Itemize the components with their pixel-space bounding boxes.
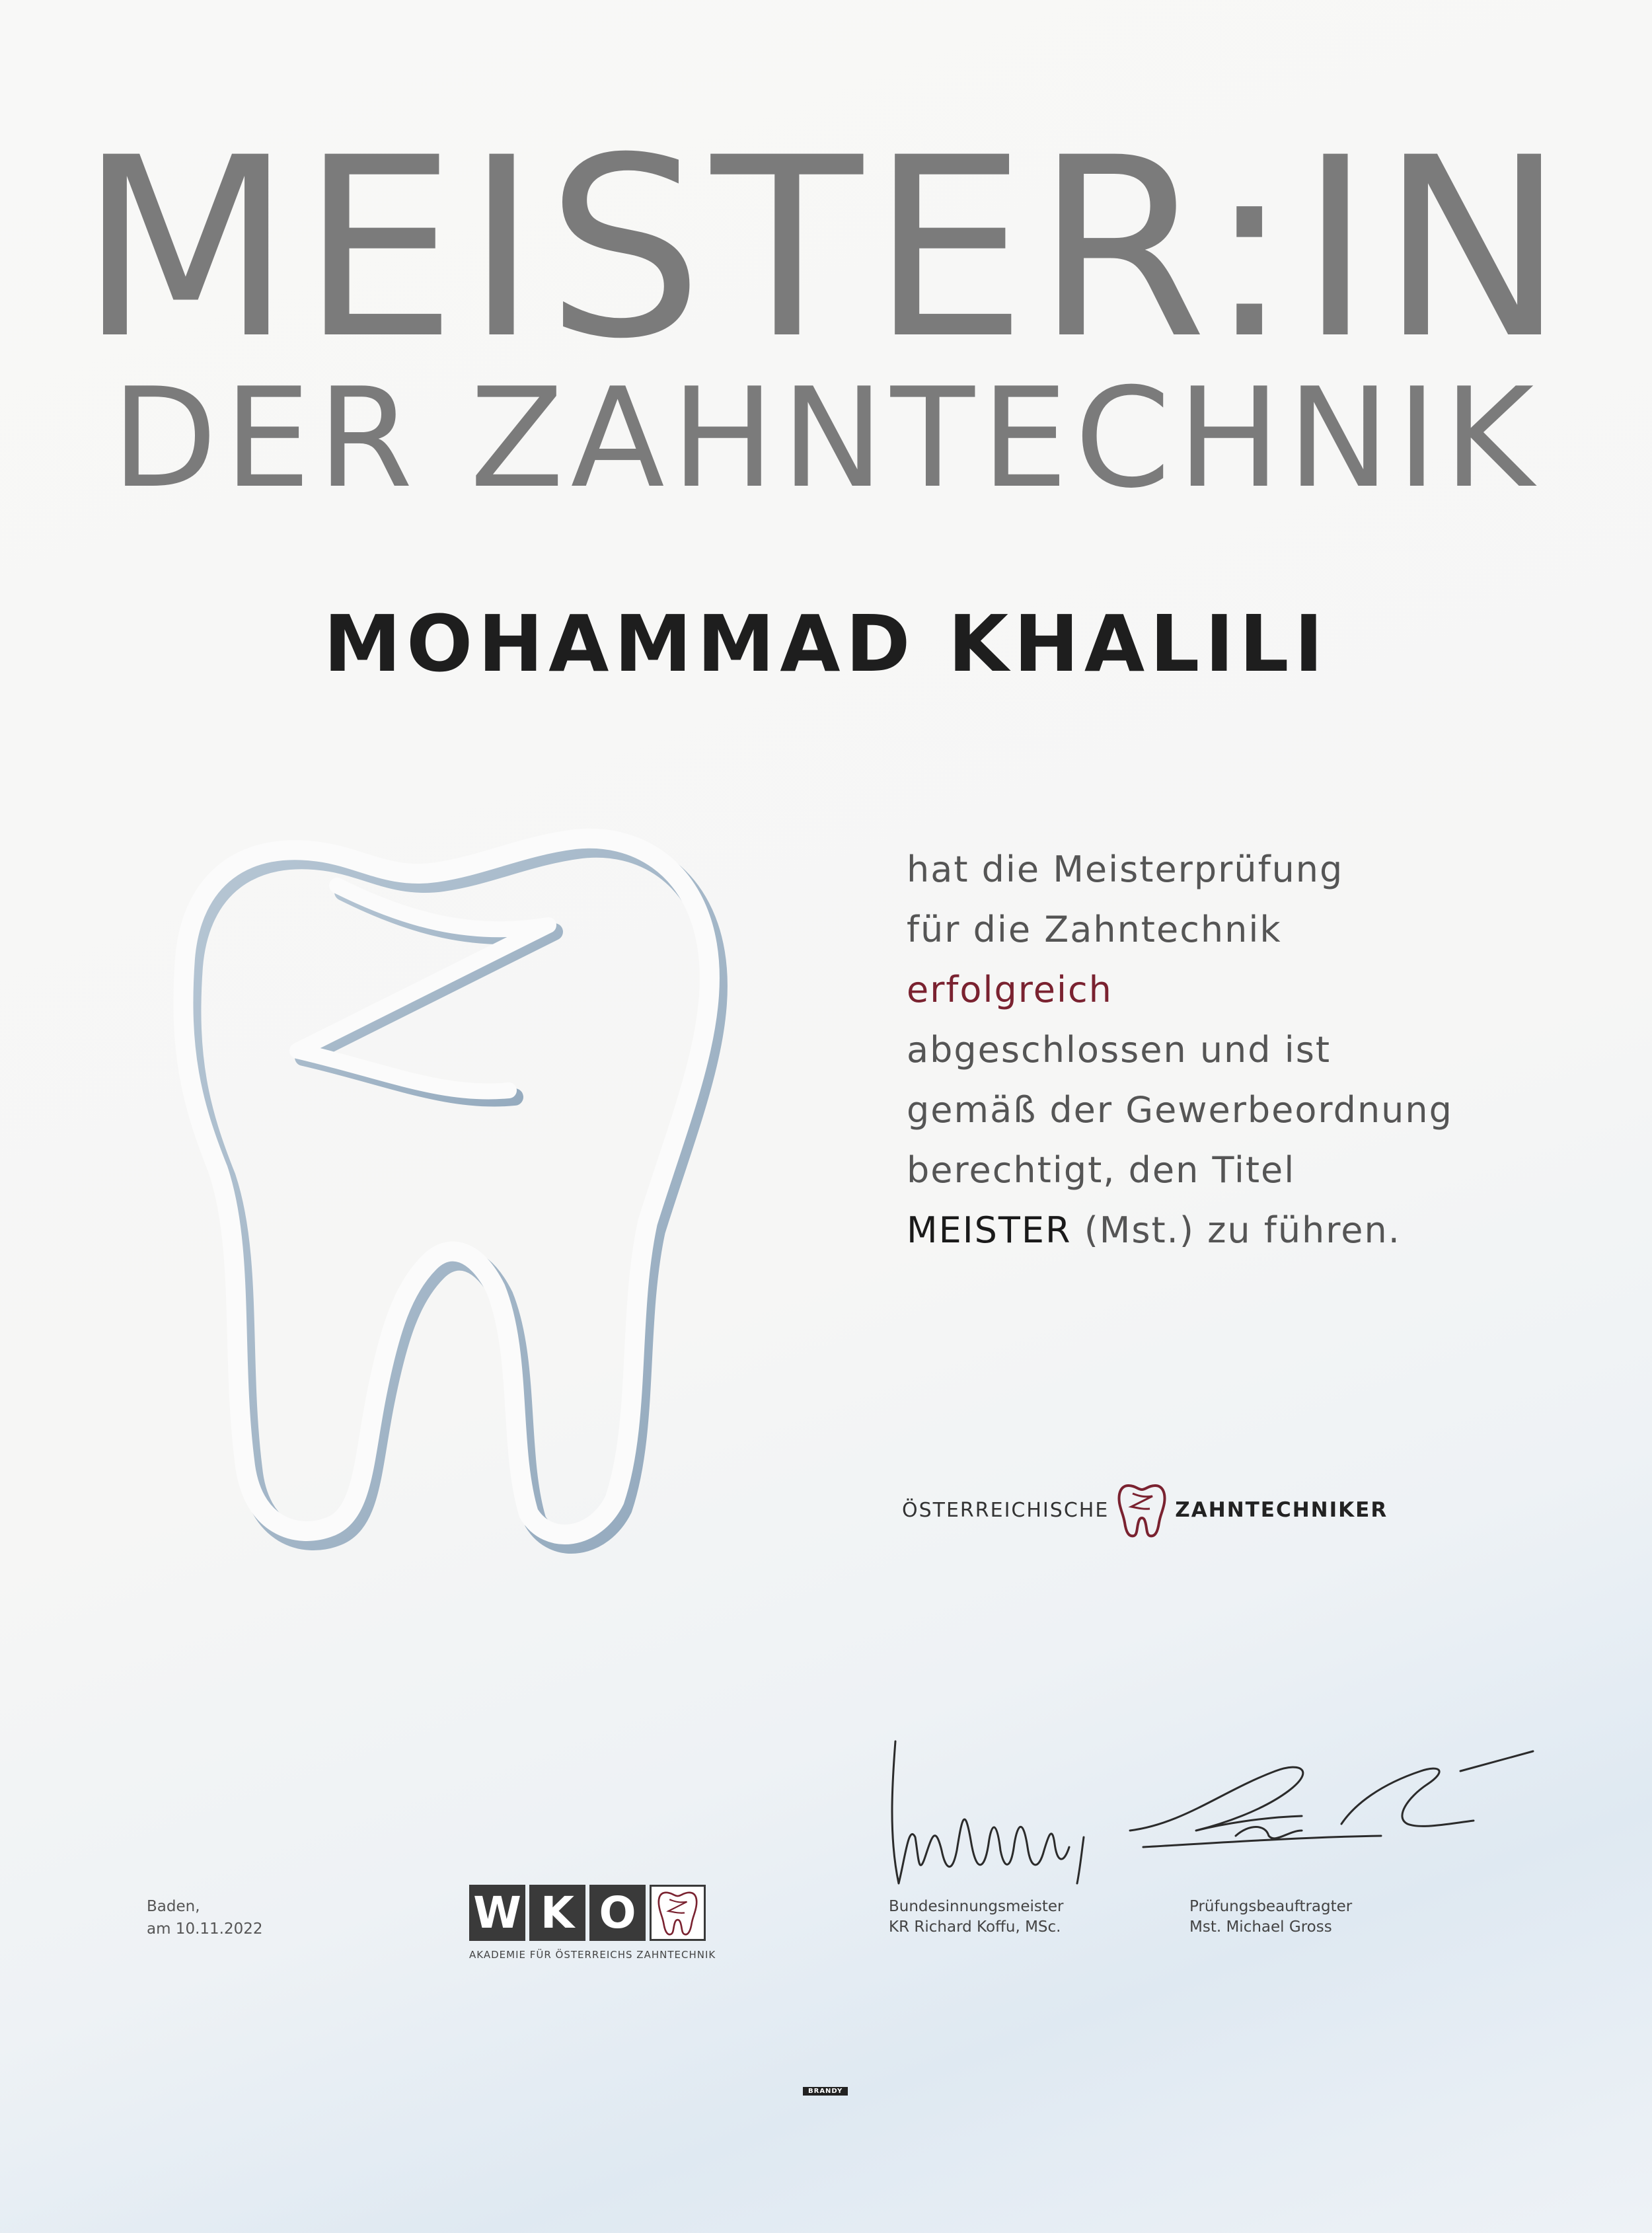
oe-zahntechniker-logo <box>902 1480 1388 1540</box>
meister-title-word: MEISTER <box>907 1209 1072 1251</box>
body-line: hat die Meisterprüfung <box>907 849 1344 890</box>
signatory-1 <box>889 1897 1064 1938</box>
body-line-rest: (Mst.) zu führen. <box>1071 1209 1401 1251</box>
handwritten-signatures <box>879 1725 1573 1897</box>
printer-mark: BRANDY <box>803 2087 848 2096</box>
embossed-tooth-icon <box>165 826 733 1586</box>
signatory-name: Mst. Michael Gross <box>1189 1918 1332 1936</box>
place-date <box>147 1895 263 1940</box>
certificate-title: MEISTER:IN <box>79 105 1573 393</box>
wko-letter-w: W <box>469 1885 525 1941</box>
signatory-2 <box>1189 1897 1352 1938</box>
body-line: für die Zahntechnik <box>907 909 1282 950</box>
tooth-icon <box>1115 1480 1168 1540</box>
wko-tooth-icon <box>650 1885 706 1941</box>
certificate-subtitle: DER ZAHNTECHNIK <box>111 359 1541 519</box>
place-label: Baden, <box>147 1898 200 1915</box>
wko-subtitle: AKADEMIE FÜR ÖSTERREICHS ZAHNTECHNIK <box>469 1949 716 1961</box>
body-line: gemäß der Gewerbeordnung <box>907 1089 1453 1131</box>
wko-letter-o: O <box>589 1885 646 1941</box>
wko-logo <box>469 1885 716 1961</box>
body-line-title <box>907 1200 1567 1260</box>
signatory-role: Prüfungsbeauftragter <box>1189 1898 1353 1915</box>
certificate-body-text <box>907 839 1567 1260</box>
wko-letter-k: K <box>529 1885 585 1941</box>
logo-text-left: ÖSTERREICHISCHE <box>902 1498 1109 1522</box>
body-highlight: erfolgreich <box>907 969 1113 1010</box>
body-line: abgeschlossen und ist <box>907 1029 1332 1071</box>
logo-text-right: ZAHNTECHNIKER <box>1175 1498 1388 1522</box>
recipient-name: MOHAMMAD KHALILI <box>323 598 1329 689</box>
date-label: am 10.11.2022 <box>147 1920 263 1938</box>
signatory-name: KR Richard Koffu, MSc. <box>889 1918 1061 1936</box>
body-line: berechtigt, den Titel <box>907 1149 1296 1191</box>
signatory-role: Bundesinnungsmeister <box>889 1898 1064 1915</box>
